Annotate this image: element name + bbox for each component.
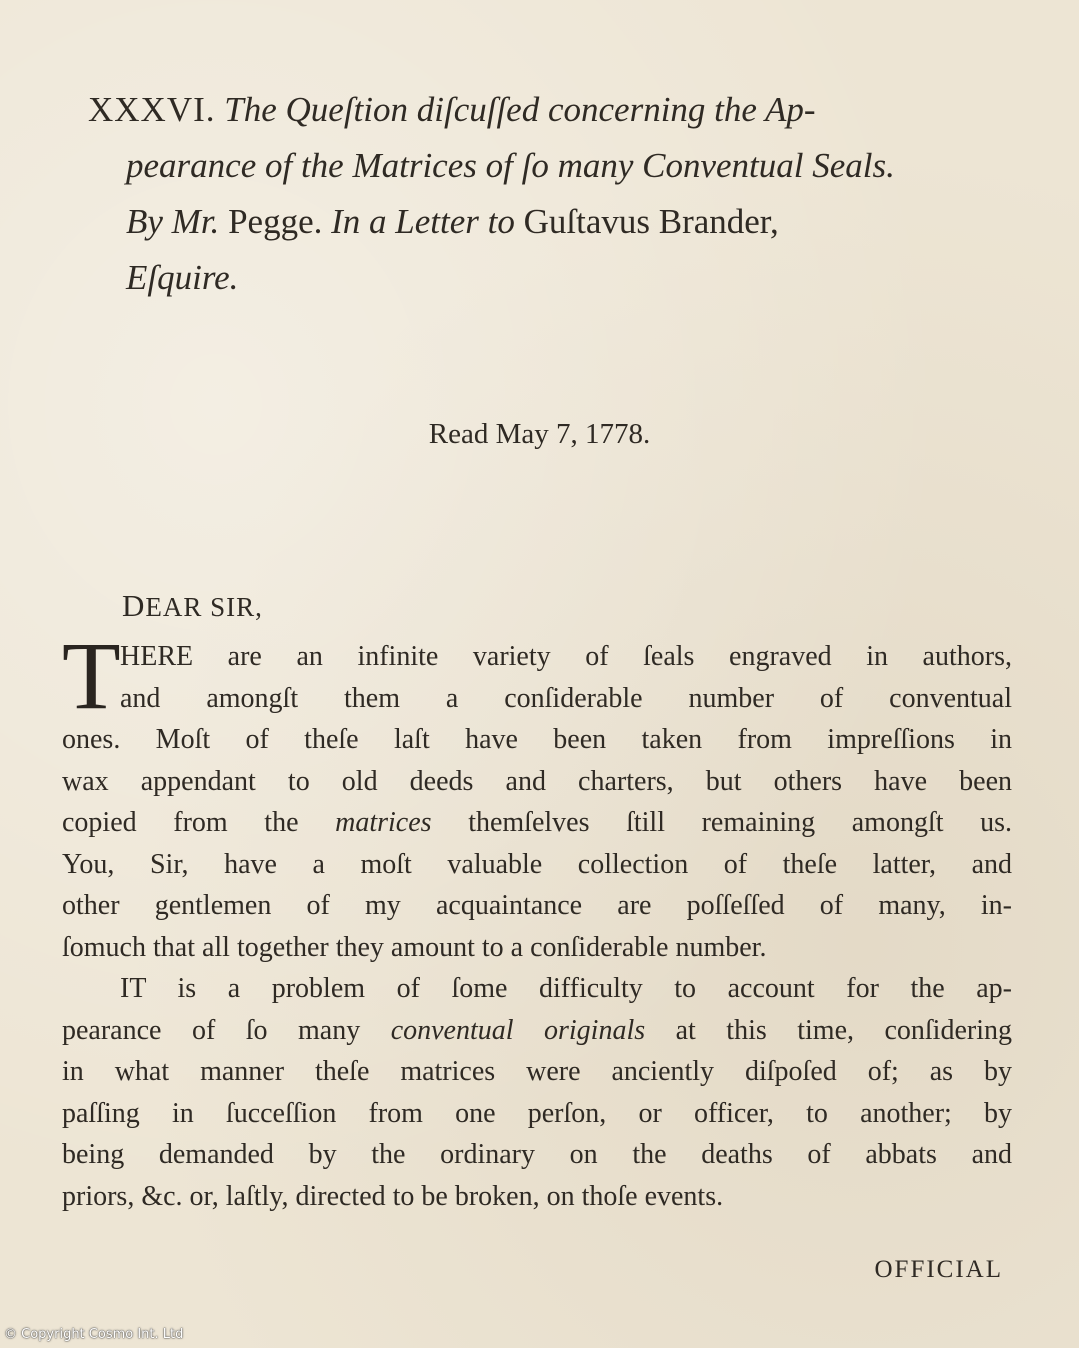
- body-line: HERE are an infinite variety of ſeals engraved in authors,: [120, 641, 1012, 672]
- author-name: Pegge.: [228, 202, 323, 241]
- recipient-name: Guſtavus Brander,: [523, 202, 779, 241]
- catchword: OFFICIAL: [874, 1256, 1003, 1283]
- copyright-watermark: © Copyright Cosmo Int. Ltd: [4, 1327, 184, 1342]
- heading-line-2: [88, 138, 1038, 194]
- heading-text: In a Letter to: [331, 202, 515, 241]
- body-line: paſſing in ſucceſſion from one perſon, or officer, to another; by: [62, 1097, 1012, 1129]
- letter-body: [62, 636, 1012, 1217]
- salutation: [122, 588, 263, 624]
- body-line: [62, 1010, 1012, 1052]
- heading-text: By Mr.: [126, 202, 220, 241]
- body-text: at this time, conſidering: [675, 1014, 1012, 1046]
- body-line: ſomuch that all together they amount to a conſiderable number.: [62, 931, 767, 963]
- italic-term: matrices: [335, 807, 432, 838]
- heading-text: The Queſtion diſcuſſed concerning the Ap-: [224, 90, 816, 129]
- salutation-rest: EAR SIR,: [145, 592, 263, 622]
- salutation-initial: D: [122, 588, 146, 623]
- heading-text: Eſquire.: [126, 258, 239, 297]
- body-text: themſelves ſtill remaining amongſt us.: [468, 807, 1013, 838]
- body-line: You, Sir, have a moſt valuable collection of theſe latter, and: [62, 848, 1012, 880]
- read-date: Read May 7, 1778.: [428, 418, 651, 450]
- body-line: being demanded by the ordinary on the deaths of abbats and: [62, 1139, 1012, 1170]
- heading-line-1: [88, 82, 1038, 138]
- body-text: pearance of ſo many: [62, 1014, 361, 1046]
- body-line: other gentlemen of my acquaintance are poſſeſſed of many, in-: [62, 890, 1012, 921]
- heading-line-3: [88, 194, 1038, 250]
- italic-term: conventual originals: [390, 1014, 646, 1046]
- body-line: priors, &c. or, laſtly, directed to be broken, on thoſe events.: [62, 1180, 724, 1212]
- body-line: and amongſt them a conſiderable number of conventual: [120, 682, 1012, 714]
- article-number: XXXVI.: [88, 90, 216, 129]
- drop-cap: T: [62, 622, 121, 729]
- body-line: IT is a problem of ſome difficulty to account for the ap-: [120, 973, 1012, 1004]
- body-line: in what manner theſe matrices were anciently diſpoſed of; as by: [62, 1056, 1012, 1087]
- heading-line-4: [88, 250, 1038, 306]
- body-text: copied from the: [62, 807, 299, 838]
- heading-text: pearance of the Matrices of ſo many Conventual Seals.: [126, 146, 895, 185]
- article-heading: [88, 82, 1038, 306]
- body-line: [62, 802, 1012, 844]
- body-line: ones. Moſt of theſe laſt have been taken from impreſſions in: [62, 724, 1012, 755]
- body-line: wax appendant to old deeds and charters, but others have been: [62, 765, 1012, 797]
